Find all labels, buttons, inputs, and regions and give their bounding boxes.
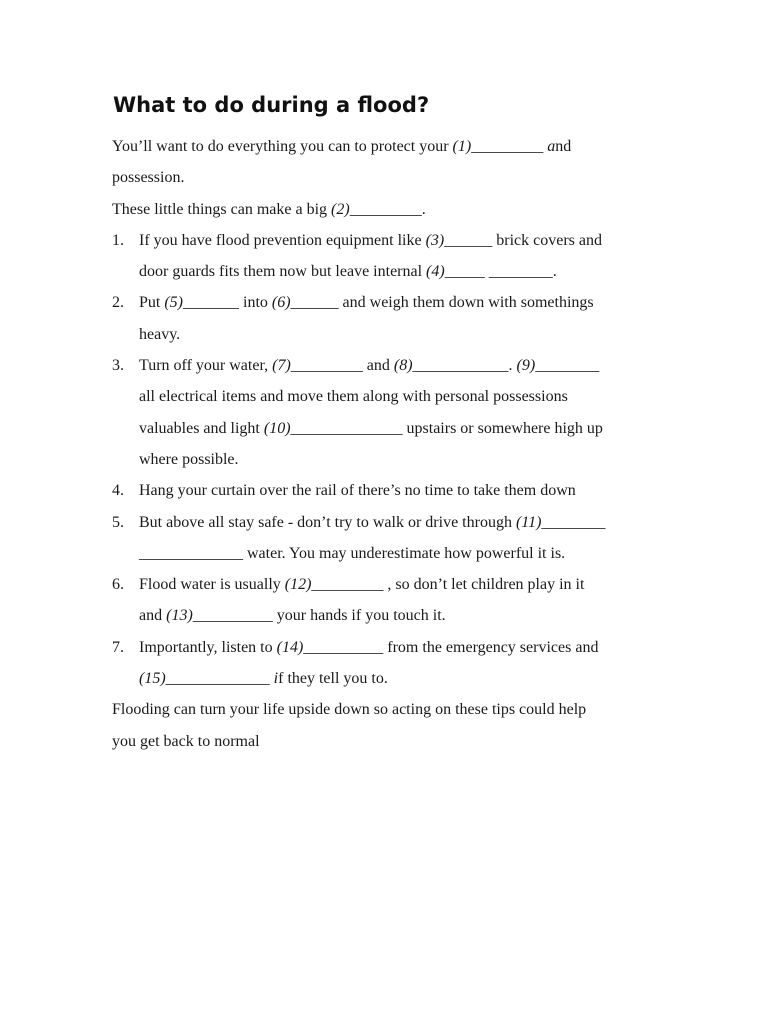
item-line [139,256,657,287]
closing-paragraph [112,694,657,757]
closing-line-2: you get back to normal [112,732,260,750]
item-line [139,507,657,538]
text: ______________ upstairs or somewhere high up [290,419,603,437]
list-number: 4. [112,482,124,500]
text: Turn off your water, [139,357,273,375]
list-item-6 [112,569,657,632]
item-line: heavy. [139,325,181,343]
text: valuables and light [139,419,264,437]
closing-line-1: Flooding can turn your life upside down so acting on these tips could help [112,701,587,719]
blank-10: (10) [263,419,291,437]
list-item-text [139,507,657,570]
list-item-text [139,287,657,350]
blank-13: (13) [166,607,193,625]
blank-15: (15) [139,670,166,688]
intro-paragraph [112,131,657,194]
blank-12: (12) [284,576,312,594]
item-line: where possible. [139,450,239,468]
list-number: 1. [112,231,124,249]
text: _____________ [165,670,274,688]
list-item-text [139,350,657,475]
intro-text-end: nd [555,138,572,155]
list-number: 3. [112,357,124,375]
instruction-list [112,225,657,694]
text: _______ into [183,294,272,312]
item-line [139,287,657,318]
blank-11: (11) [515,513,542,531]
italic-i: i [273,670,279,688]
list-item-3 [112,350,657,475]
lead-line [112,194,657,225]
blank-4: (4) [426,263,445,281]
item-line [139,569,657,600]
list-item-text [139,475,657,506]
blank-7: (7) [272,357,291,375]
item-line: all electrical items and move them along with personal possessions [139,388,568,406]
list-number: 2. [112,294,124,312]
blank-8: (8) [393,357,413,375]
blank-3: (3) [425,231,445,249]
intro-text: You’ll want to do everything you can to protect your [112,138,453,155]
item-line: _____________ water. You may underestimate how powerful it is. [139,544,566,562]
text: ________ [541,513,606,531]
item-line [139,600,657,631]
item-line [139,413,657,444]
blank-5: (5) [164,294,183,312]
list-item-text [139,225,657,288]
lead-period: . [421,200,426,218]
text: _________ and [290,357,394,375]
list-item-4 [112,475,657,506]
text: ______ and weigh them down with somethings [290,294,594,312]
list-number: 6. [112,576,124,594]
item-line [139,663,657,694]
intro-line-1 [112,131,657,162]
lead-text: These little things can make a big [112,200,332,218]
text: But above all stay safe - don’t try to walk or drive through [139,513,516,531]
text: Importantly, listen to [139,638,277,656]
text: Put [139,294,165,312]
item-line [139,632,657,663]
text: If you have flood prevention equipment like [139,231,426,249]
list-number: 5. [112,513,124,531]
blank-2: (2)_________ [331,200,422,218]
page-title: What to do during a flood? [113,93,430,117]
intro-italic-a: a [547,138,556,155]
list-item-text [139,569,657,632]
lead-paragraph [112,194,657,225]
text: Flood water is usually [139,576,285,594]
item-line: Hang your curtain over the rail of there’s no time to take them down [139,482,576,500]
text: f they tell you to. [278,670,388,688]
text: ____________. [412,357,517,375]
text: _________ , so don’t let children play in it [311,576,585,594]
list-item-text [139,632,657,695]
list-item-1 [112,225,657,288]
blank-14: (14) [276,638,304,656]
list-item-7 [112,632,657,695]
text: _____ ________. [444,263,557,281]
item-line [139,225,657,256]
blank-9: (9) [516,357,536,375]
text: door guards fits them now but leave internal [139,263,427,281]
intro-line-2: possession. [112,169,185,187]
item-line [139,350,657,381]
text: ______ brick covers and [444,231,602,249]
list-item-2 [112,287,657,350]
blank-6: (6) [271,294,291,312]
text: __________ from the emergency services and [303,638,599,656]
text: and [139,607,167,625]
list-item-5 [112,507,657,570]
blank-1: (1)_________ [452,138,544,155]
text: __________ your hands if you touch it. [192,607,446,625]
list-number: 7. [112,638,124,656]
document-body [112,131,657,757]
text: ________ [535,357,600,375]
